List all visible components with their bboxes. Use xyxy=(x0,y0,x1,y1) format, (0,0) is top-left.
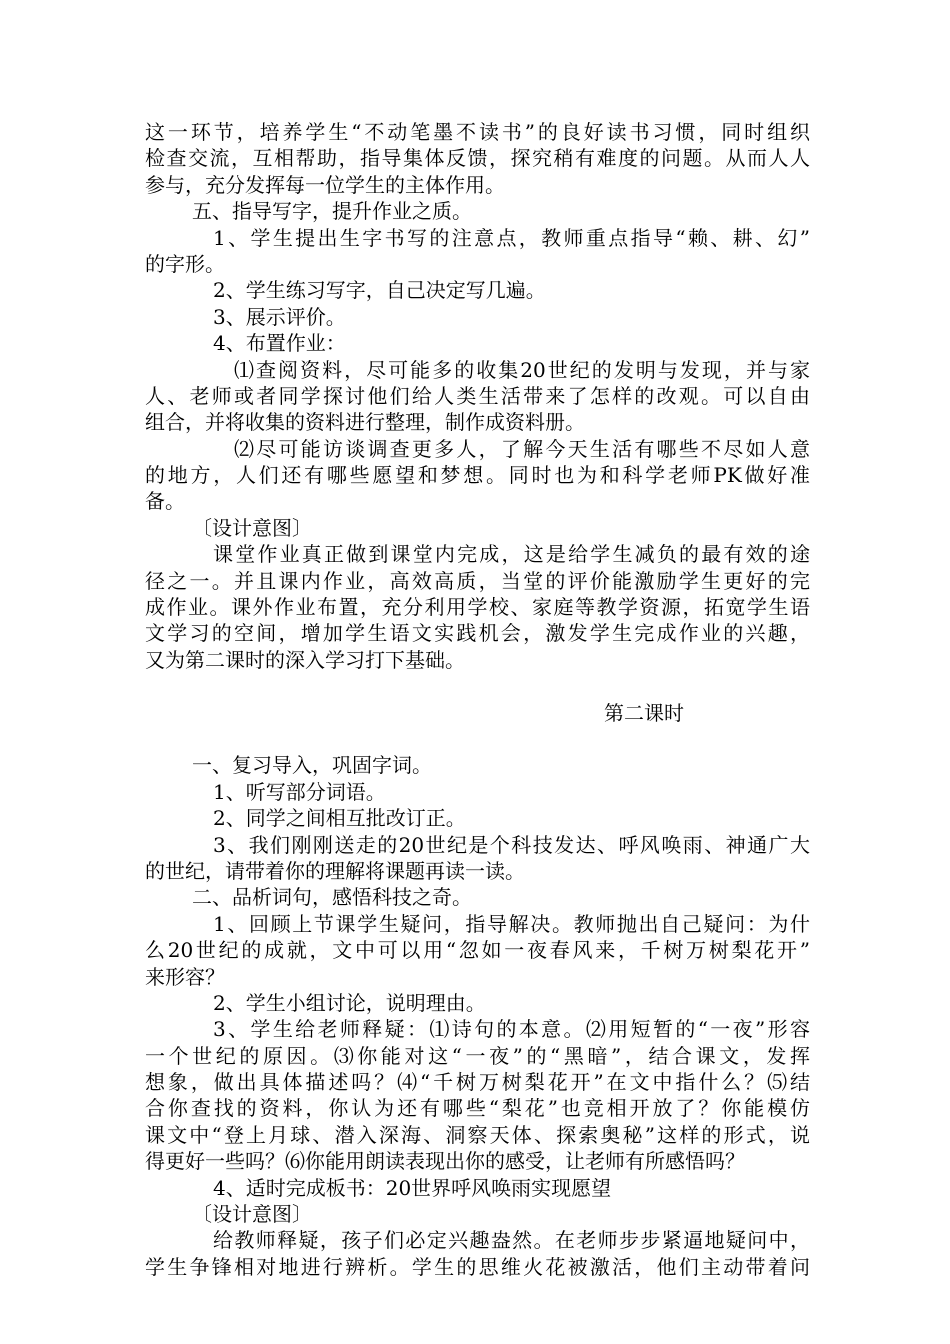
paragraph-line: 参与，充分发挥每一位学生的主体作用。 xyxy=(145,172,505,197)
paragraph-line: 课堂作业真正做到课堂内完成，这是给学生减负的最有效的途 xyxy=(213,542,810,567)
blank-line xyxy=(145,726,810,752)
paragraph-line: 组合，并将收集的资料进行整理，制作成资料册。 xyxy=(145,410,585,435)
paragraph-line: 的地方，人们还有哪些愿望和梦想。同时也为和科学老师PK做好准 xyxy=(145,463,810,488)
paragraph-line: ⑴查阅资料，尽可能多的收集20世纪的发明与发现，并与家 xyxy=(234,357,810,382)
paragraph-line: 课文中“登上月球、潜入深海、洞察天体、探索奥秘”这样的形式，说 xyxy=(145,1122,810,1147)
paragraph-line: ⑵尽可能访谈调查更多人，了解今天生活有哪些不尽如人意 xyxy=(234,436,810,461)
paragraph-line: 得更好一些吗？⑹你能用朗读表现出你的感受，让老师有所感悟吗？ xyxy=(145,1149,745,1174)
paragraph-line: 给教师释疑，孩子们必定兴趣盎然。在老师步步紧逼地疑问中， xyxy=(213,1228,810,1253)
section-heading: 二、品析词句，感悟科技之奇。 xyxy=(192,885,472,910)
blank-line xyxy=(145,673,810,699)
paragraph-line: 来形容？ xyxy=(145,964,225,989)
paragraph-line: 备。 xyxy=(145,489,185,514)
list-item: 3、展示评价。 xyxy=(213,304,346,329)
list-item: 4、适时完成板书：20世界呼风唤雨实现愿望 xyxy=(213,1175,612,1200)
paragraph-line: 文学习的空间，增加学生语文实践机会，激发学生完成作业的兴趣， xyxy=(145,621,810,646)
section-heading: 一、复习导入，巩固字词。 xyxy=(192,753,432,778)
paragraph-line: 么20世纪的成就，文中可以用“忽如一夜春风来，千树万树梨花开” xyxy=(145,938,810,963)
paragraph-line: 3、学生给老师释疑：⑴诗句的本意。⑵用短暂的“一夜”形容 xyxy=(213,1017,810,1042)
document-page xyxy=(145,119,810,1280)
list-item: 2、学生小组讨论，说明理由。 xyxy=(213,990,486,1015)
paragraph-line: 的世纪，请带着你的理解将课题再读一读。 xyxy=(145,858,525,883)
list-item: 2、学生练习写字，自己决定写几遍。 xyxy=(213,278,546,303)
list-item: 4、布置作业： xyxy=(213,331,346,356)
paragraph-line: 又为第二课时的深入学习打下基础。 xyxy=(145,647,465,672)
paragraph-line: 1、学生提出生字书写的注意点，教师重点指导“赖、耕、幻” xyxy=(213,225,810,250)
paragraph-line: 合你查找的资料，你认为还有哪些“梨花”也竞相开放了？你能模仿 xyxy=(145,1096,810,1121)
lesson-title: 第二课时 xyxy=(604,700,684,725)
paragraph-line: 成作业。课外作业布置，充分利用学校、家庭等教学资源，拓宽学生语 xyxy=(145,595,810,620)
paragraph-line: 一个世纪的原因。⑶你能对这“一夜”的“黑暗”，结合课文，发挥 xyxy=(145,1043,810,1068)
paragraph-line: 人、老师或者同学探讨他们给人类生活带来了怎样的改观。可以自由 xyxy=(145,383,810,408)
paragraph-line: 1、回顾上节课学生疑问，指导解决。教师抛出自己疑问：为什 xyxy=(213,911,810,936)
design-intent-label: 〔设计意图〕 xyxy=(192,515,312,540)
list-item: 2、同学之间相互批改订正。 xyxy=(213,806,466,831)
paragraph-line: 径之一。并且课内作业，高效高质，当堂的评价能激励学生更好的完 xyxy=(145,568,810,593)
section-heading: 五、指导写字，提升作业之质。 xyxy=(192,199,472,224)
list-item: 1、听写部分词语。 xyxy=(213,779,386,804)
paragraph-line: 学生争锋相对地进行辨析。学生的思维火花被激活，他们主动带着问 xyxy=(145,1254,810,1279)
paragraph-line: 的字形。 xyxy=(145,251,225,276)
paragraph-line: 想象，做出具体描述吗？⑷“千树万树梨花开”在文中指什么？⑸结 xyxy=(145,1070,810,1095)
design-intent-label: 〔设计意图〕 xyxy=(192,1202,312,1227)
paragraph-line: 3、我们刚刚送走的20世纪是个科技发达、呼风唤雨、神通广大 xyxy=(213,832,810,857)
paragraph-line: 这一环节，培养学生“不动笔墨不读书”的良好读书习惯，同时组织 xyxy=(145,120,810,144)
paragraph-line: 检查交流，互相帮助，指导集体反馈，探究稍有难度的问题。从而人人 xyxy=(145,146,810,171)
